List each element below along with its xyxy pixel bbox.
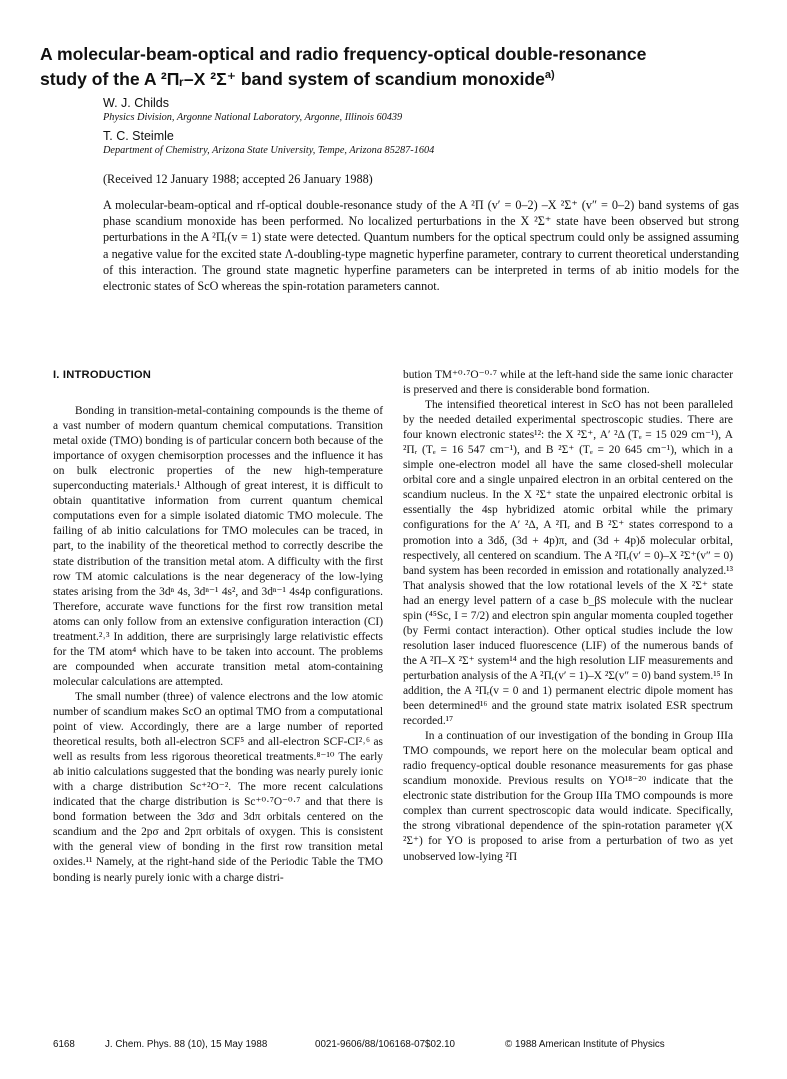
title-line-2: study of the A ²Πᵣ–X ²Σ⁺ band system of scandium monoxide — [40, 68, 545, 89]
page-number: 6168 — [53, 1039, 75, 1050]
article-title — [40, 44, 760, 90]
received-dates: (Received 12 January 1988; accepted 26 January 1988) — [103, 172, 373, 186]
column-left — [53, 368, 383, 886]
paragraph-left-1: Bonding in transition-metal-containing compounds is the theme of a vast number of modern quantum chemical computations. Transition metal oxide (TMO) bonding is of particular concern both because of the importance of oxygen chemisorption processes and the influence it has on bulk electronic properties of the new high-temperature superconducting materials.¹ Although of great interest, it is difficult to obtain quantitative information from current quantum chemical computations even for a simple isolated diatomic TMO molecule. The failing of ab initio calculations for TMO molecules can be traced, in part, to the inability of the theoretical method to correctly describe the state distribution of the transition metal atom. A difficulty with the first row TM atomic calculations is the near degeneracy of the low-lying states arising from the 3dⁿ 4s, 3dⁿ⁻¹ 4s², and 3dⁿ⁻¹ 4s4p configurations. Therefore, accurate wave functions for the first row transition metal atoms can only follow from an extensive configuration interaction (CI) treatment.²˒³ In addition, there are surprisingly large relativistic effects for the TM atom⁴ which have to be taken into account. The problems are compounded when accurate transition metal atom-containing molecular calculations are attempted. — [53, 405, 383, 688]
title-line-1: A molecular-beam-optical and radio frequency-optical double-resonance — [40, 44, 647, 64]
copyright-notice: © 1988 American Institute of Physics — [505, 1039, 665, 1050]
author-affiliation-2: Department of Chemistry, Arizona State University, Tempe, Arizona 85287-1604 — [103, 145, 435, 156]
paragraph-right-1: bution TM⁺⁰·⁷O⁻⁰·⁷ while at the left-hand side the same ionic character is preserved and there is considerable bond formation. — [403, 369, 733, 397]
paragraph-left-2: The small number (three) of valence electrons and the low atomic number of scandium makes ScO an optimal TMO from a computational point of view. Accordingly, there are a large number of reported theoretical results, both all-electron SCF⁵ and all-electron SCF-CI²˒⁶ as well as results from less rigorous theoretical treatments.⁸⁻¹⁰ The early ab initio calculations suggested that the bonding was nearly purely ionic with a charge distribution Sc⁺²O⁻². The more recent calculations indicated that the charge distribution is Sc⁺⁰·⁷O⁻⁰·⁷ and that there is bond formation between the 3dσ and 3dπ orbitals centered on the scandium and the 2pσ and 2pπ orbitals of oxygen. This is consistent with the general view of bonding in the first row transition metal oxides.¹¹ Namely, at the right-hand side of the Periodic Table the TMO bonding is nearly purely ionic with a charge distri- — [53, 690, 383, 884]
abstract: A molecular-beam-optical and rf-optical double-resonance study of the A ²Π (v′ = 0–2) –X ²Σ⁺ (v″ = 0–2) band systems of gas phase scandium monoxide has been performed. No localized perturbations in the X ²Σ⁺ state have been observed but strong perturbations in the A ²Πᵣ(v = 1) state were detected. Quantum numbers for the optical spectrum could only be assigned assuming a negative value for the excited state Λ-doubling-type magnetic hyperfine parameter, contrary to current theoretical understanding of this interaction. The ground state magnetic hyperfine parameters can be interpreted in terms of ab initio models for the electronic states of ScO whereas the spin-rotation parameters cannot. — [103, 198, 739, 294]
journal-citation: J. Chem. Phys. 88 (10), 15 May 1988 — [105, 1039, 268, 1050]
section-heading: I. INTRODUCTION — [53, 369, 152, 381]
author-block — [103, 95, 763, 161]
paragraph-right-2: The intensified theoretical interest in ScO has not been paralleled by the needed detailed experimental spectroscopic studies. There are four known electronic states¹²: the X ²Σ⁺, A′ ²Δ (Tₑ = 15 029 cm⁻¹), A ²Πᵣ (Tₑ = 16 547 cm⁻¹), and B ²Σ⁺ (Tₑ = 20 645 cm⁻¹), which in a simple one-electron model all have the same closed-shell molecular orbital core and a single unpaired electron in an orbital centered on the scandium nucleus. In the X ²Σ⁺ state the unpaired electronic orbital is essentially the 4sp hybridized atomic orbital while the primary configurations for the A′ ²Δ, A ²Πᵣ and B ²Σ⁺ states correspond to a promotion into a 3dδ, (3d + 4p)π, and (3d + 4p)δ molecular orbital, respectively, all centered on scandium. The A ²Πᵣ(v′ = 0)–X ²Σ⁺(v″ = 0) band system has been recorded in emission and rotationally analyzed.¹³ That analysis showed that the low rotational levels of the X ²Σ⁺ state had an energy level pattern of a case b_βS molecule with the nuclear spin (⁴⁵Sc, I = 7/2) and electron spin angular momenta coupled together (by Fermi contact interaction). Other optical studies include the low resolution laser induced fluorescence (LIF) of the numerous bands of the A ²Π–X ²Σ⁺ system¹⁴ and the high resolution LIF measurements and perturbation analysis of the A ²Πᵣ(v′ = 1)–X ²Σ(v″ = 0) band system.¹⁵ In addition, the A ²Πᵣ(v = 0 and 1) permanent electric dipole moment has been determined¹⁶ and the ground state matrix isolated ESR spectrum recorded.¹⁷ — [403, 399, 733, 728]
title-footnote-mark: a) — [544, 69, 555, 81]
paragraph-right-3: In a continuation of our investigation of the bonding in Group IIIa TMO compounds, we report here on the molecular beam optical and radio frequency-optical double resonance measurements for gas phase scandium monoxide. Previous results on YO¹⁸⁻²⁰ indicate that the electronic state distribution for the Group IIIa TMO compounds is more complex than current spectroscopic data would indicate. Specifically, the strong vibrational dependence of the spin-rotation parameter γ(X ²Σ⁺) for YO is proposed to arise from a perturbation of two as yet unobserved low-lying ²Π — [403, 730, 733, 863]
author-affiliation-1: Physics Division, Argonne National Laboratory, Argonne, Illinois 60439 — [103, 112, 403, 123]
author-name-1: W. J. Childs — [103, 96, 169, 110]
column-right — [403, 368, 733, 865]
author-name-2: T. C. Steimle — [103, 129, 174, 143]
article-code: 0021-9606/88/106168-07$02.10 — [315, 1039, 456, 1050]
